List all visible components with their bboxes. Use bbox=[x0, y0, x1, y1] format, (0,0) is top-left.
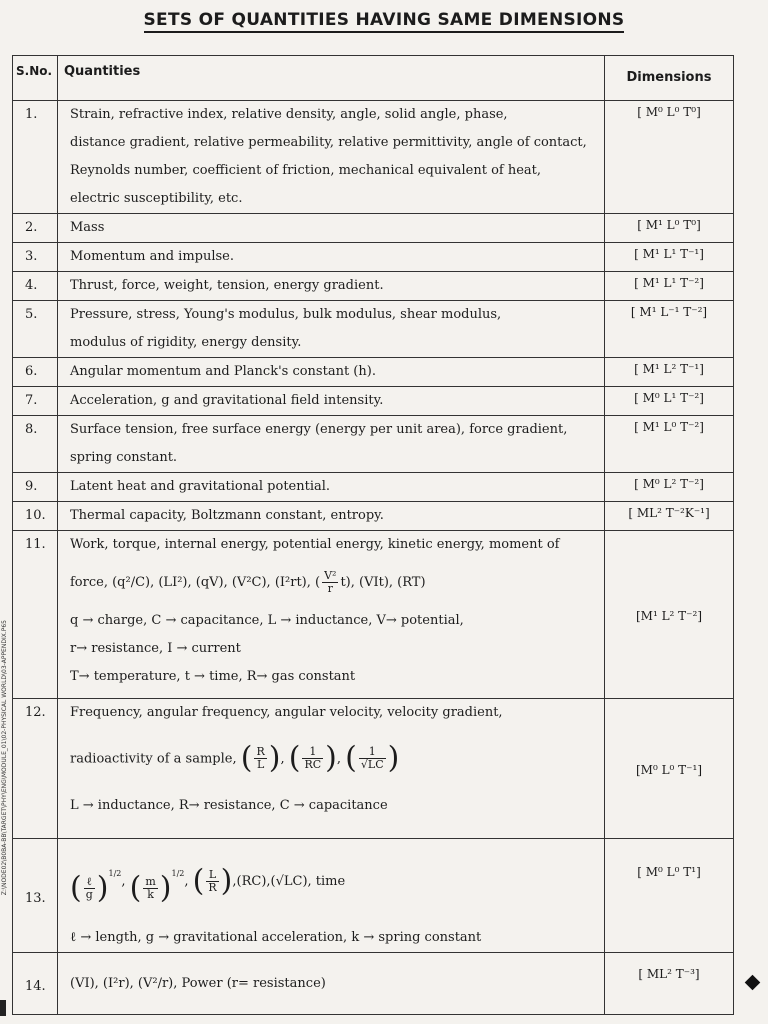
row-sno: 10. bbox=[13, 502, 58, 531]
row-line: electric susceptibility, etc. bbox=[70, 191, 243, 206]
row-dimensions: [ M⁰ L⁰ T¹] bbox=[605, 839, 734, 953]
row-line: L → inductance, R→ resistance, C → capacitance bbox=[70, 797, 388, 813]
row-dimensions: [ M¹ L⁰ T⁻²] bbox=[605, 416, 734, 473]
row-sno: 8. bbox=[13, 416, 58, 473]
paren-fraction: ( $\frac{\text{ℓ}}{g}$ )$^{1/2}$ bbox=[70, 869, 122, 906]
table-row bbox=[13, 839, 734, 953]
fraction-numerator: R bbox=[256, 745, 265, 758]
row-sno: 11. bbox=[13, 531, 58, 699]
row-quantities bbox=[58, 214, 605, 243]
row-sno: 7. bbox=[13, 387, 58, 416]
row-quantities bbox=[58, 272, 605, 301]
row-line: Latent heat and gravitational potential. bbox=[70, 479, 331, 494]
header-dimensions: Dimensions bbox=[605, 56, 734, 101]
paren-fraction: ( $\frac{1}{√LC}$ ) bbox=[345, 740, 400, 776]
diamond-icon bbox=[745, 975, 761, 991]
table-row bbox=[13, 502, 734, 531]
row-line: Mass bbox=[70, 220, 105, 235]
row-line: Acceleration, g and gravitational field intensity. bbox=[70, 393, 384, 408]
row-dimensions: [ M¹ L⁻¹ T⁻²] bbox=[605, 301, 734, 358]
fraction-numerator: 1 bbox=[359, 746, 386, 759]
fraction-numerator: L bbox=[206, 869, 218, 882]
row-dimensions: [ ML² T⁻²K⁻¹] bbox=[605, 502, 734, 531]
row-quantities bbox=[58, 416, 605, 473]
row-dimensions: [ M¹ L⁰ T⁰] bbox=[605, 214, 734, 243]
row-quantities bbox=[58, 101, 605, 214]
row-sno: 4. bbox=[13, 272, 58, 301]
fraction-denominator: RC bbox=[304, 758, 322, 771]
row-line: t), (VIt), (RT) bbox=[340, 575, 426, 590]
table-row bbox=[13, 101, 734, 214]
row-quantities bbox=[58, 531, 605, 699]
table-row bbox=[13, 358, 734, 387]
fraction-denominator: k bbox=[147, 888, 154, 901]
row-dimensions: [ M⁰ L¹ T⁻²] bbox=[605, 387, 734, 416]
row-quantities bbox=[58, 243, 605, 272]
row-line: modulus of rigidity, energy density. bbox=[70, 335, 302, 350]
row-line: ℓ → length, g → gravitational acceleration, k → spring constant bbox=[70, 930, 482, 945]
fraction-denominator: R bbox=[208, 880, 217, 894]
row-line: q → charge, C → capacitance, L → inductance, V→ potential, bbox=[70, 613, 464, 628]
row-quantities bbox=[58, 387, 605, 416]
row-quantities bbox=[58, 502, 605, 531]
fraction-denominator: L bbox=[256, 758, 265, 771]
table-row bbox=[13, 214, 734, 243]
row-line: Surface tension, free surface energy (energy per unit area), force gradient, bbox=[70, 422, 568, 437]
row-line: r→ resistance, I → current bbox=[70, 641, 241, 656]
row-sno: 6. bbox=[13, 358, 58, 387]
row-line: distance gradient, relative permeability, relative permittivity, angle of contact, bbox=[70, 135, 587, 150]
row-sno: 13. bbox=[13, 839, 58, 953]
page-title: SETS OF QUANTITIES HAVING SAME DIMENSIONS bbox=[0, 10, 768, 30]
row-dimensions: [ M⁰ L² T⁻²] bbox=[605, 473, 734, 502]
table-row bbox=[13, 301, 734, 358]
row-quantities bbox=[58, 953, 605, 1015]
row-line: Work, torque, internal energy, potential energy, kinetic energy, moment of bbox=[70, 537, 560, 552]
fraction-denominator: r bbox=[327, 582, 333, 595]
paren-fraction: ( $\frac{R}{L}$ ) bbox=[240, 740, 281, 776]
fraction-numerator: ℓ bbox=[84, 876, 95, 889]
table-row bbox=[13, 699, 734, 839]
fraction-numerator: m bbox=[145, 875, 156, 888]
row-line: Pressure, stress, Young's modulus, bulk modulus, shear modulus, bbox=[70, 307, 502, 322]
row-line: Strain, refractive index, relative density, angle, solid angle, phase, bbox=[70, 107, 508, 122]
dimensions-table bbox=[12, 55, 734, 1015]
row-dimensions: [ M¹ L¹ T⁻²] bbox=[605, 272, 734, 301]
row-quantities: Frequency, angular frequency, angular velocity, velocity gradient, radioactivity of a sample, ( $\frac{R}{L}$ ), ( $\frac{1}{RC}$ ), ( $\frac{1}{√LC}$ ) L → inductance, R→ resistance, C → capacitance bbox=[58, 699, 605, 839]
row-quantities bbox=[58, 473, 605, 502]
row-line: ,(RC),(√LC), time bbox=[232, 874, 346, 889]
exponent: 1/2 bbox=[108, 869, 122, 878]
row-dimensions: [ ML² T⁻³] bbox=[605, 953, 734, 1015]
fraction-numerator: 1 bbox=[302, 746, 323, 759]
file-path-margin-text: Z:\NODE02\B0BA-BB\TARGET\PHY\ENG\MODULE_01\02-PHYSICAL WORLD\03-APPENDIX.P65 bbox=[1, 620, 8, 896]
table-row bbox=[13, 272, 734, 301]
fraction-denominator: g bbox=[85, 888, 93, 901]
table-row bbox=[13, 473, 734, 502]
header-quantities: Quantities bbox=[58, 56, 605, 101]
row-line: Thrust, force, weight, tension, energy gradient. bbox=[70, 278, 384, 293]
table-row bbox=[13, 243, 734, 272]
row-sno: 3. bbox=[13, 243, 58, 272]
row-sno: 12. bbox=[13, 699, 58, 839]
row-line: radioactivity of a sample, bbox=[70, 751, 237, 767]
table-row bbox=[13, 387, 734, 416]
row-dimensions: [M⁰ L⁰ T⁻¹] bbox=[605, 699, 734, 839]
row-line: Momentum and impulse. bbox=[70, 249, 234, 264]
row-quantities bbox=[58, 358, 605, 387]
row-quantities: ( $\frac{\text{ℓ}}{g}$ )$^{1/2}$, ( $\frac{m}{k}$ )$^{1/2}$, ( $\frac{L}{R}$ ),(RC),(√LC), time ℓ → length, g → gravitational acceleration, k → spring constant bbox=[58, 839, 605, 953]
fraction bbox=[322, 570, 338, 595]
row-quantities bbox=[58, 301, 605, 358]
row-sno: 9. bbox=[13, 473, 58, 502]
header-sno: S.No. bbox=[13, 56, 58, 101]
row-dimensions: [ M¹ L² T⁻¹] bbox=[605, 358, 734, 387]
row-line: Angular momentum and Planck's constant (h). bbox=[70, 364, 376, 379]
paren-fraction: ( $\frac{1}{RC}$ ) bbox=[288, 740, 337, 776]
table-row bbox=[13, 416, 734, 473]
fraction-numerator: V² bbox=[324, 569, 337, 582]
row-sno: 2. bbox=[13, 214, 58, 243]
table-row bbox=[13, 531, 734, 699]
row-sno: 14. bbox=[13, 953, 58, 1015]
row-dimensions: [ M¹ L¹ T⁻¹] bbox=[605, 243, 734, 272]
paren-fraction: ( $\frac{m}{k}$ )$^{1/2}$ bbox=[129, 869, 185, 906]
row-line: T→ temperature, t → time, R→ gas constant bbox=[70, 669, 356, 684]
table-row bbox=[13, 953, 734, 1015]
row-dimensions: [M¹ L² T⁻²] bbox=[605, 531, 734, 699]
margin-mark bbox=[0, 1000, 6, 1016]
row-line: (VI), (I²r), (V²/r), Power (r= resistance) bbox=[70, 975, 326, 991]
row-line: Reynolds number, coefficient of friction, mechanical equivalent of heat, bbox=[70, 163, 542, 178]
exponent: 1/2 bbox=[171, 869, 185, 878]
row-line: force, (q²/C), (LI²), (qV), (V²C), (I²rt), ( bbox=[70, 575, 321, 590]
table-header-row bbox=[13, 56, 734, 101]
paren-fraction: ( $\frac{L}{R}$ ) bbox=[192, 863, 233, 898]
row-line: Frequency, angular frequency, angular velocity, velocity gradient, bbox=[70, 705, 503, 720]
row-sno: 1. bbox=[13, 101, 58, 214]
row-dimensions: [ M⁰ L⁰ T⁰] bbox=[605, 101, 734, 214]
row-line: spring constant. bbox=[70, 450, 178, 465]
row-sno: 5. bbox=[13, 301, 58, 358]
fraction-denominator: √LC bbox=[360, 758, 384, 771]
row-line: Thermal capacity, Boltzmann constant, entropy. bbox=[70, 508, 384, 523]
